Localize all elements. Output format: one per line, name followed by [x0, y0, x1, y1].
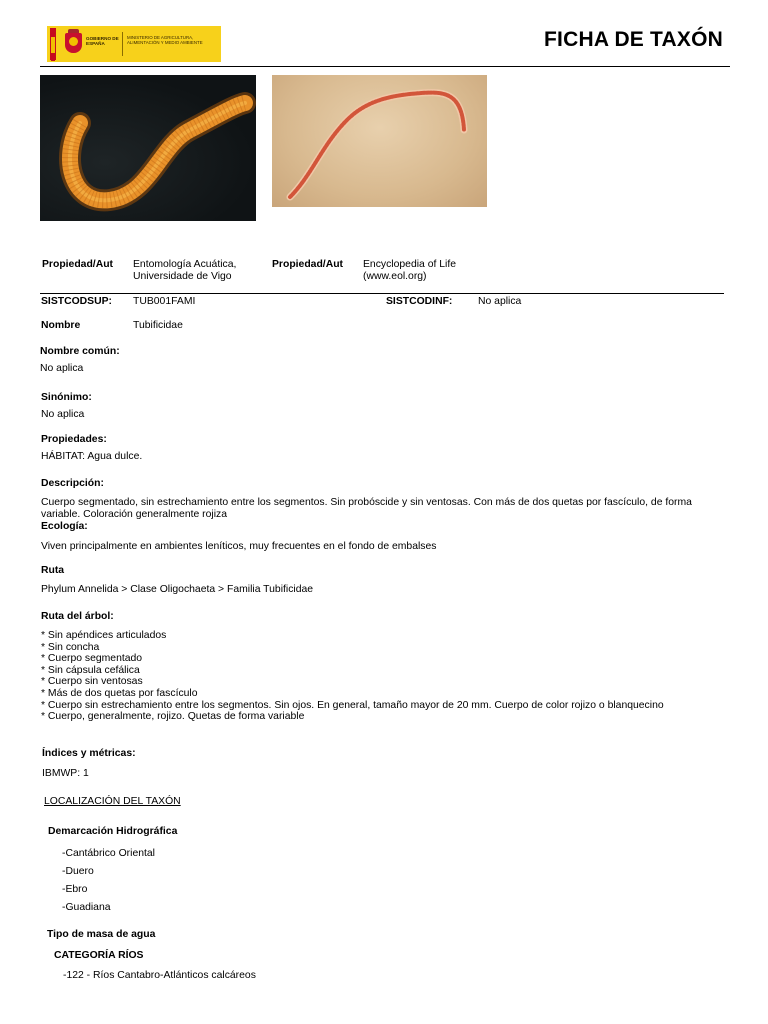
- sinonimo-value: No aplica: [41, 409, 85, 420]
- nombre-value: Tubificidae: [133, 320, 183, 331]
- sistcodsup-value: TUB001FAMI: [133, 296, 196, 307]
- government-logo: [47, 26, 221, 62]
- page-title: FICHA DE TAXÓN: [544, 28, 723, 51]
- ruta-arbol-item: * Cuerpo sin estrechamiento entre los segmentos. Sin ojos. En general, tamaño mayor de 20 mm. Cuerpo de color rojizo o blanquecino: [41, 699, 664, 711]
- taxon-photo-2: [272, 75, 487, 207]
- nombre-label: Nombre: [41, 320, 81, 331]
- credit-1-label: Propiedad/Aut: [42, 259, 114, 270]
- descripcion-label: Descripción:: [41, 478, 104, 489]
- credit-2-value-line1: Encyclopedia of Life: [363, 259, 456, 270]
- header-divider: [40, 66, 730, 67]
- spain-flag-icon: [50, 28, 56, 60]
- ecologia-value: Viven principalmente en ambientes leníticos, muy frecuentes en el fondo de embalses: [41, 541, 437, 552]
- sistcodinf-label: SISTCODINF:: [386, 296, 453, 307]
- ruta-arbol-item: * Cuerpo segmentado: [41, 653, 143, 665]
- indices-value: IBMWP: 1: [42, 768, 89, 779]
- logo-divider: [122, 32, 123, 56]
- demarcacion-label: Demarcación Hidrográfica: [48, 826, 178, 837]
- demarcacion-item: -Ebro: [62, 884, 88, 895]
- ruta-arbol-list: [41, 630, 731, 723]
- descripcion-value: [41, 497, 731, 520]
- ruta-arbol-item: * Sin concha: [41, 641, 100, 653]
- sistcodinf-value: No aplica: [478, 296, 522, 307]
- nombre-comun-label: Nombre común:: [40, 346, 120, 357]
- tipo-masa-agua-label: Tipo de masa de agua: [47, 929, 156, 940]
- credit-2-value-line2: (www.eol.org): [363, 270, 427, 282]
- ruta-arbol-label: Ruta del árbol:: [41, 611, 114, 622]
- credit-1-value-line2: Universidade de Vigo: [133, 270, 232, 282]
- demarcacion-item: -Guadiana: [62, 902, 111, 913]
- ruta-arbol-item: * Cuerpo sin ventosas: [41, 676, 143, 688]
- nombre-comun-value: No aplica: [40, 363, 84, 374]
- credit-2-label: Propiedad/Aut: [272, 259, 344, 270]
- ruta-arbol-item: * Sin cápsula cefálica: [41, 664, 140, 676]
- ecologia-label: Ecología:: [41, 521, 88, 532]
- categoria-rios-item: -122 - Ríos Cantabro-Atlánticos calcáreos: [63, 970, 256, 981]
- codes-divider: [40, 293, 724, 294]
- demarcacion-item: -Cantábrico Oriental: [62, 848, 155, 859]
- ruta-value: Phylum Annelida > Clase Oligochaeta > Familia Tubificidae: [41, 584, 314, 595]
- propiedades-value: HÁBITAT: Agua dulce.: [41, 451, 143, 462]
- ruta-arbol-item: * Sin apéndices articulados: [41, 630, 167, 641]
- logo-line-gobierno: GOBIERNO DE ESPAÑA: [86, 36, 119, 46]
- credit-1-value-line1: Entomología Acuática,: [133, 259, 237, 270]
- indices-label: Índices y métricas:: [42, 748, 136, 759]
- logo-line-ministerio: MINISTERIO DE AGRICULTURA, ALIMENTACIÓN Y MEDIO AMBIENTE: [127, 35, 203, 45]
- descripcion-line1: Cuerpo segmentado, sin estrechamiento entre los segmentos. Sin probóscide y sin ventosas. Con más de dos quetas por fascículo, de forma: [41, 497, 692, 508]
- categoria-rios-label: CATEGORÍA RÍOS: [54, 950, 144, 961]
- descripcion-line2: variable. Coloración generalmente rojiza: [41, 508, 227, 520]
- ruta-label: Ruta: [41, 565, 65, 576]
- demarcacion-item: -Duero: [62, 866, 94, 877]
- sistcodsup-label: SISTCODSUP:: [41, 296, 113, 307]
- sinonimo-label: Sinónimo:: [41, 392, 92, 403]
- ruta-arbol-item: * Cuerpo, generalmente, rojizo. Quetas de forma variable: [41, 711, 305, 723]
- coat-of-arms-icon: [65, 33, 82, 53]
- credit-1-value: [133, 259, 236, 282]
- propiedades-label: Propiedades:: [41, 434, 107, 445]
- credit-2-value: [363, 259, 456, 282]
- localizacion-heading: LOCALIZACIÓN DEL TAXÓN: [44, 796, 181, 807]
- ruta-arbol-item: * Más de dos quetas por fascículo: [41, 687, 198, 699]
- taxon-photo-1: [40, 75, 256, 221]
